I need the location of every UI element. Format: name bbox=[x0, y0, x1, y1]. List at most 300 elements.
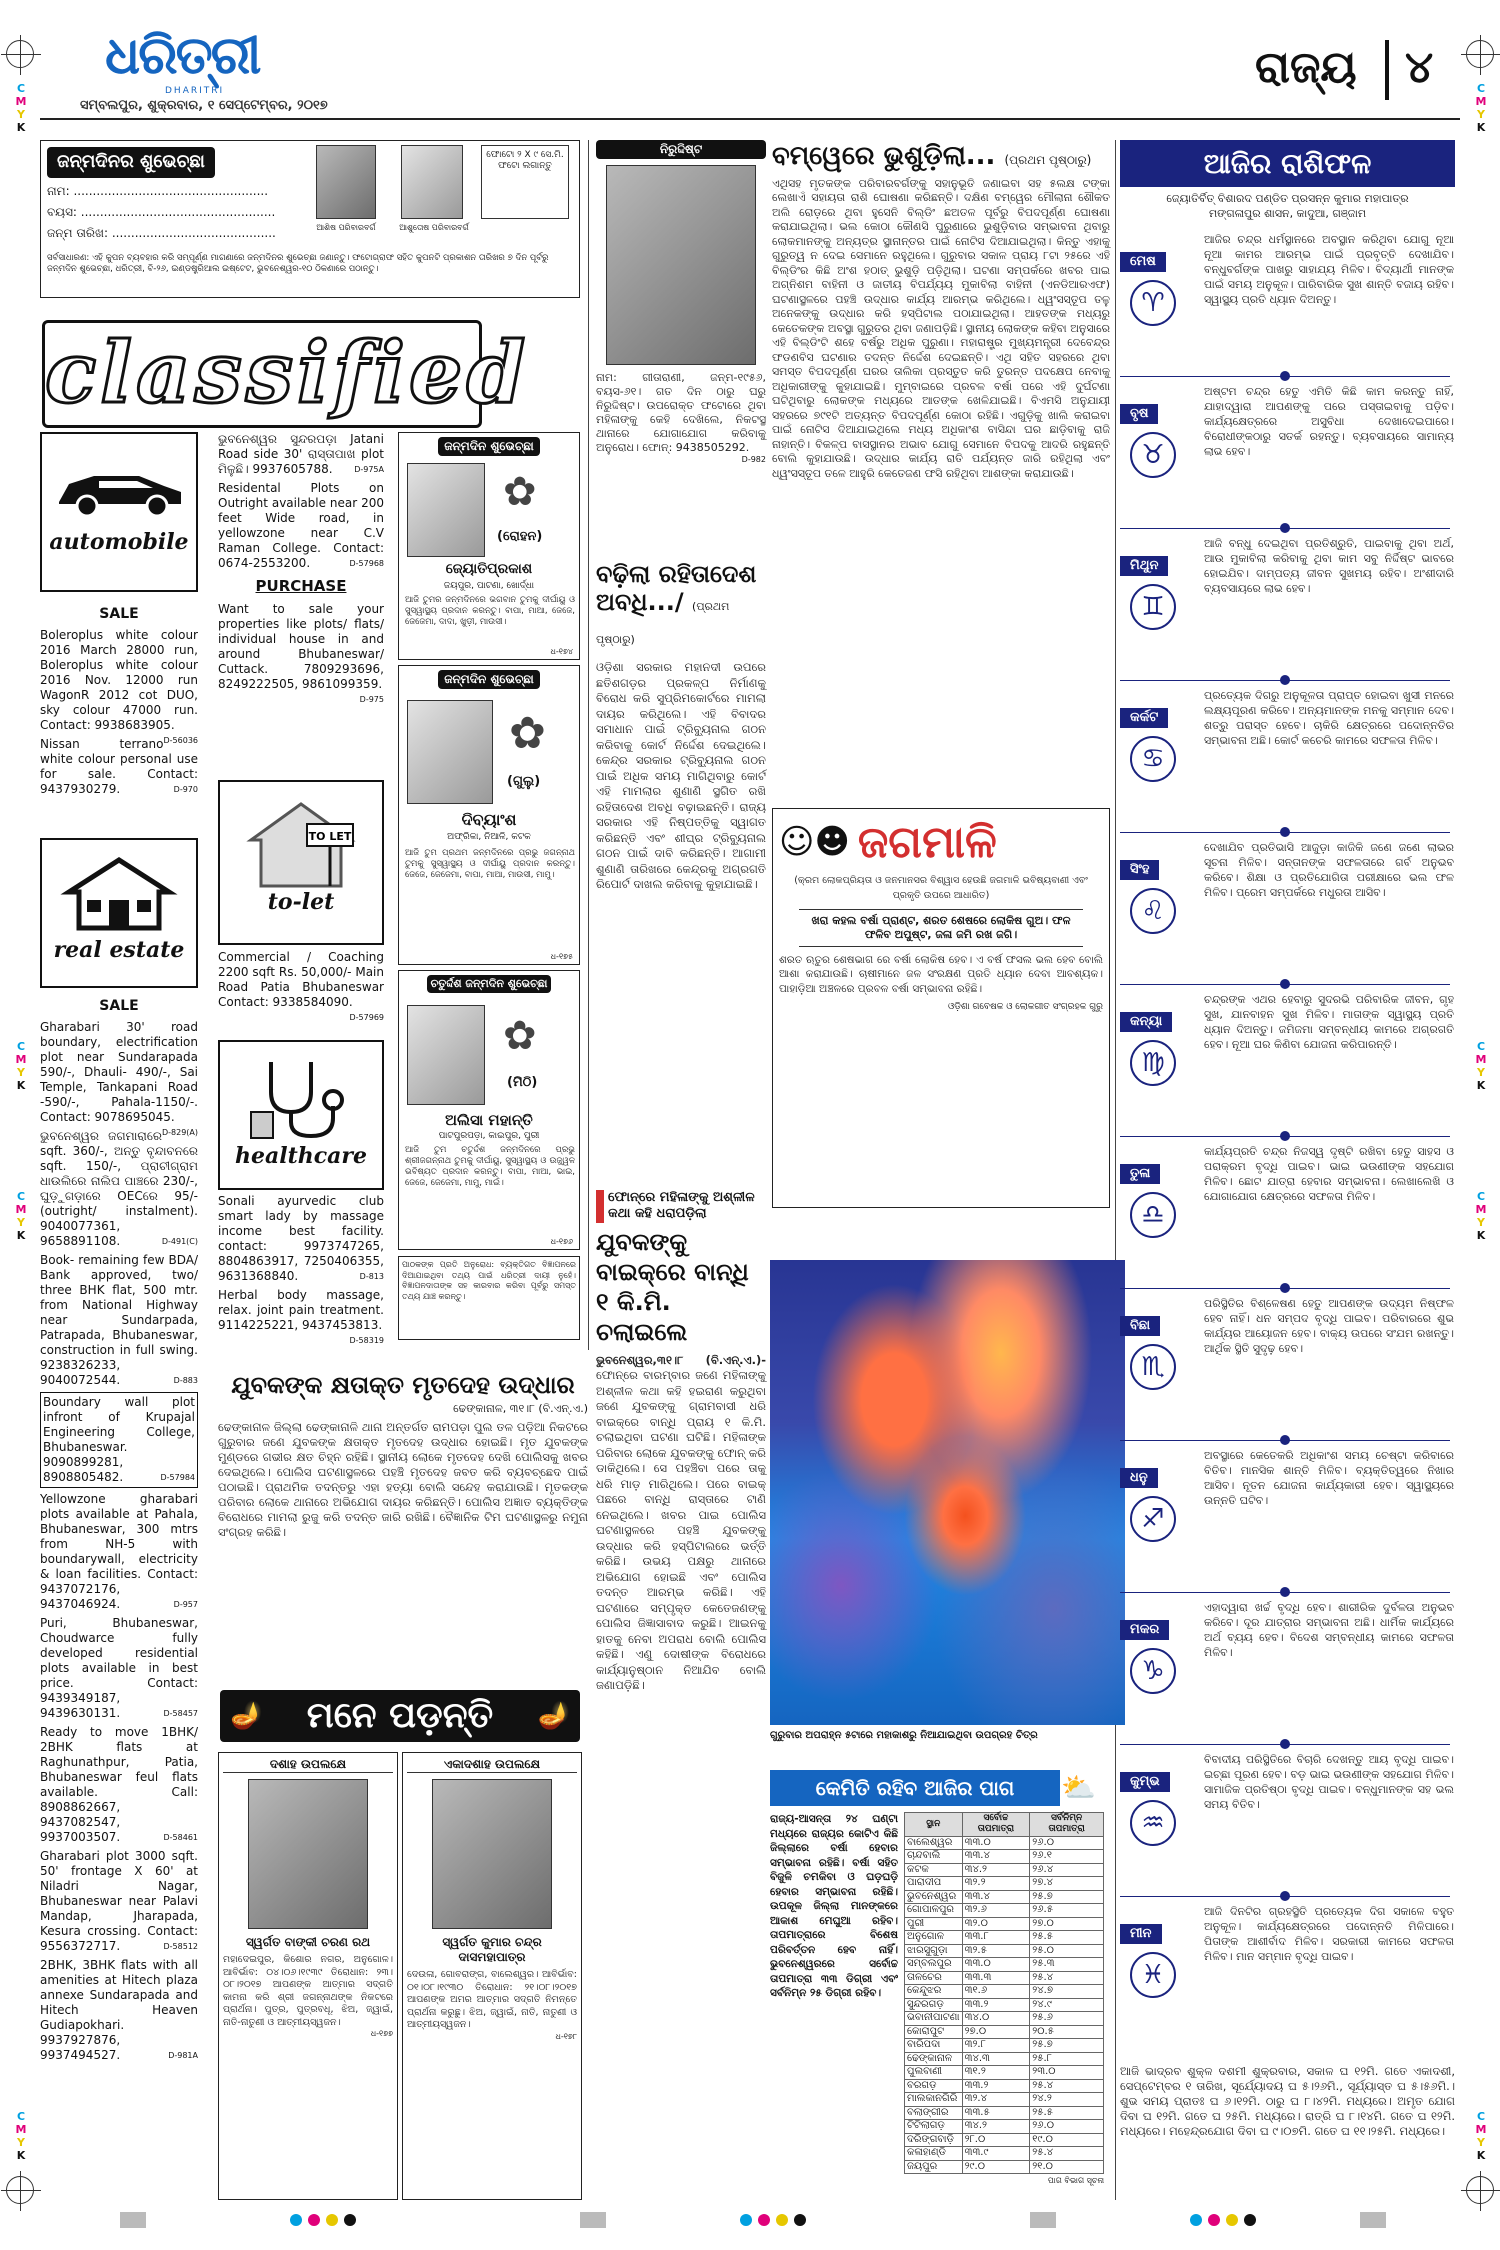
birthday-name: ଜ୍ୟୋତିପ୍ରକାଶ bbox=[445, 561, 533, 577]
weather-cell-min: ୨୪.୯ bbox=[1030, 1998, 1104, 2012]
to-let-sign-text: TO LET bbox=[308, 830, 352, 843]
birthday-ad-title: ଚତୁର୍ଦ୍ଦଶ ଜନ୍ମଦିନ ଶୁଭେଚ୍ଛା bbox=[427, 975, 552, 993]
missing-code: D-982 bbox=[741, 455, 766, 464]
weather-row bbox=[905, 2025, 1104, 2039]
color-bar: C M Y K bbox=[15, 1190, 27, 1242]
classified-banner: classified bbox=[42, 320, 482, 428]
birthday-name: ଅଲିସା ମହାନ୍ତି bbox=[445, 1111, 533, 1129]
birthday-message: ଆଜି ତୁମ ପ୍ରଥମ ଜନ୍ମଦିନରେ ପ୍ରଭୁ ଜଗନ୍ନାଥ ତୁମକୁ ସୁସ୍ୱାସ୍ଥ୍ୟ ଓ ଦୀର୍ଘାୟୁ ପ୍ରଦାନ କରନ୍ତୁ। ଜେଜେ, ଜେଜେମା, ବାପା, ମାଆ, ମାଉସୀ, ମାମୁ। bbox=[405, 848, 575, 880]
rashi-name: ତୁଳା bbox=[1120, 1164, 1160, 1184]
stethoscope-icon bbox=[241, 1052, 361, 1142]
weather-cell-min: ୨୦.୫ bbox=[1030, 2025, 1104, 2039]
flower-icon: ✿ bbox=[503, 1013, 537, 1059]
classified-mid-column bbox=[218, 432, 384, 707]
weather-cell-max: ୩୪.୨ bbox=[962, 1863, 1030, 1877]
zodiac-icon: ♈ bbox=[1130, 280, 1176, 326]
birthday-photo bbox=[407, 700, 493, 804]
weather-cell-place: ଭବାନୀପାଟଣା bbox=[905, 2012, 963, 2026]
zodiac-icon: ♊ bbox=[1130, 584, 1176, 630]
weather-cell-place: ଝାରସୁଗୁଡ଼ା bbox=[905, 1944, 963, 1958]
color-bar: C M Y K bbox=[15, 1040, 27, 1092]
weather-cell-place: ସମ୍ବଲପୁର bbox=[905, 1958, 963, 1972]
classified-ad: Gharabari plot 3000 sqft. 50' frontage X 60' at Niladri Nagar, Bhubaneswar near Palavi Mandap, Jharapada, Kesura crossing. Contact: 9556372717. D-58512 bbox=[40, 1848, 198, 1953]
weather-cell-min: ୨୩.୦ bbox=[1030, 2066, 1104, 2080]
weather-cell-place: ଦରିଙ୍ଗବାଡ଼ି bbox=[905, 2133, 963, 2147]
weather-cell-min: ୨୭.୦ bbox=[1030, 1917, 1104, 1931]
weather-cell-max: ୩୪.୩ bbox=[962, 2052, 1030, 2066]
panjika: ଆଜି ଭାଦ୍ରବ ଶୁକ୍ଳ ଦଶମୀ ଶୁକ୍ରବାର, ସକାଳ ଘ ୧୨ମି. ଗତେ ଏକାଦଶୀ, ସେପ୍ଟେମ୍ବର ୧ ତାରିଖ, ସୂର୍ଯ୍ୟୋଦୟ ଘ ୫।୨୬ମି., ସୂର୍ଯ୍ୟାସ୍ତ ଘ ୫।୫୬ମି.। ଶୁଭ ସମୟ ପ୍ରାତଃ ଘ ୬।୧୨ମି. ଠାରୁ ଘ ୮।୪୨ମି. ମଧ୍ୟରେ। ଅମୃତ ଯୋଗ ଦିବା ଘ ୧୨ମି. ଗତେ ଘ ୨୫ମି. ମଧ୍ୟରେ। ରାତ୍ରି ଘ ୮।୧୪ମି. ଗତେ ଘ ୧୨ମି. ମଧ୍ୟରେ। ମହେନ୍ଦ୍ରଯୋଗ ଦିବା ଘ ୯।୦୭ମି. ଗତେ ଘ ୧୧।୨୫ମି. ମଧ୍ୟରେ। bbox=[1120, 2064, 1455, 2138]
rashi-name: ଧନୁ bbox=[1120, 1468, 1158, 1488]
sale-heading: SALE bbox=[99, 998, 139, 1014]
zodiac-icon: ♑ bbox=[1130, 1648, 1176, 1694]
rashi-name: ବିଛା bbox=[1120, 1316, 1160, 1336]
rashi-text: ଚନ୍ଦ୍ରଙ୍କ ଏଥର ହେବାରୁ ସୁଦରଭି ପରିବାରିକ ଜୀବନ, ଗୃହ ସୁଖ, ଯାନବାହନ ସୁଖ ମିଳିବ। ମାତାଙ୍କ ସ୍ୱାସ୍ଥ୍ୟ ପ୍ରତି ଧ୍ୟାନ ଦିଅନ୍ତୁ। ଜମିଜମା ସମ୍ବନ୍ଧୀୟ କାମରେ ଅଗ୍ରଗତି ହେବ। ନୂଆ ଘର କିଣିବା ଯୋଜନା କରିପାରନ୍ତି। bbox=[1204, 993, 1454, 1051]
birthday-nickname: (ଗୁଲୁ) bbox=[507, 774, 541, 789]
house-icon bbox=[59, 852, 179, 932]
classified-ad: 2BHK, 3BHK flats with all amenities at Hitech plaza annexe Sundarapada and Hitech Heaven Gudiapokhari. 9937927876, 9937494527. D-981A bbox=[40, 1957, 198, 2062]
weather-table-wrap bbox=[904, 1812, 1104, 2186]
sun-cloud-icon: ⛅ bbox=[1061, 1771, 1096, 1804]
weather-cell-max: ୩୨.୬ bbox=[962, 1904, 1030, 1918]
weather-cell-max: ୩୩.୫ bbox=[962, 2106, 1030, 2120]
weather-cell-min: ୨୬.୦ bbox=[1030, 2120, 1104, 2134]
classified-ad: Nissan terrano white colour personal use for sale. Contact: 9437930279. D-970 bbox=[40, 736, 198, 796]
weather-cell-min: ୨୫.୪ bbox=[1030, 2147, 1104, 2161]
classified-ad: ଭୁବନେଶ୍ୱର ଜଗମାରାରେ sqft. 360/-, ଅନ୍ତୁ ବୃନ୍ଦାବନରେ sqft. 150/-, ପ୍ରାଚୀଗ୍ରାମ ଧାଉଲିରେ ନାଲିପ ପାଞ୍ଚରେ 230/-, ଘୁଡ଼ୁଗଡ଼ାରେ OECରେ 95/- (outright/ instalment). 9040077361, 9658891108. D-491(C) bbox=[40, 1128, 198, 1248]
weather-cell-min: ୧୯.୦ bbox=[1030, 2133, 1104, 2147]
classified-ad-boxed: Boundary wall plot infront of Krupajal Engineering College, Bhubaneswar. 9090899281, 8908805482. D-57984 bbox=[40, 1392, 198, 1488]
weather-cell-max: ୩୩.୦ bbox=[962, 1836, 1030, 1850]
registration-mark bbox=[1466, 40, 1494, 68]
rashi-divider-dot bbox=[1280, 1283, 1290, 1293]
car-icon bbox=[49, 454, 189, 524]
rashi-name: ମକର bbox=[1120, 1620, 1169, 1640]
weather-cell-max: ୨୭.୦ bbox=[962, 2025, 1030, 2039]
weather-cell-min: ୨୫.୭ bbox=[1030, 1890, 1104, 1904]
weather-cell-max: ୩୨.୨ bbox=[962, 1877, 1030, 1891]
memorial-code: ଧ-୧୭୮ bbox=[555, 2031, 577, 2041]
weather-row bbox=[905, 2079, 1104, 2093]
weather-row bbox=[905, 1890, 1104, 1904]
rashi-name: କର୍କଟ bbox=[1120, 708, 1168, 728]
category-to-let bbox=[218, 780, 384, 945]
birthday-message: ଆଜି ତୁମ ଚତୁର୍ଦ୍ଦଶ ଜନ୍ମଦିନରେ ପ୍ରଭୁ ଶ୍ରୀଜଗନ୍ନାଥ ତୁମକୁ ଦୀର୍ଘାୟୁ, ସୁସ୍ୱାସ୍ଥ୍ୟ ଓ ଉଜ୍ଜ୍ୱଳ ଭବିଷ୍ୟତ ପ୍ରଦାନ କରନ୍ତୁ। ବାପା, ମାଆ, ଭାଇ, ଜେଜେ, ଜେଜେମା, ମାମୁ, ମାଇଁ। bbox=[405, 1145, 575, 1188]
weather-cell-place: ପୁଲବାଣୀ bbox=[905, 2066, 963, 2080]
weather-row bbox=[905, 1904, 1104, 1918]
jagamali-verse: ଖରା କହଲ ବର୍ଷା ପ୍ରାଣ୍ଟ, ଶରତ ଶେଷରେ ଲୋକିଷ ଗୁଅ। ଫଳ ଫଳିବ ଅପୁଷ୍ଟ, ଜଳା ଜମି ରଖ ଜଗି। bbox=[799, 909, 1083, 947]
zodiac-icon: ♒ bbox=[1130, 1800, 1176, 1846]
memorial-code: ଧ-୧୭୭ bbox=[370, 2029, 393, 2038]
rashi-divider-dot bbox=[1280, 675, 1290, 685]
automobile-column bbox=[40, 598, 198, 797]
weather-cell-max: ୩୧.୬ bbox=[962, 1985, 1030, 1999]
category-label-automobile: automobile bbox=[49, 528, 189, 555]
weather-cell-max: ୩୨.୪ bbox=[962, 2093, 1030, 2107]
birthday-ad bbox=[398, 970, 580, 1250]
weather-title: କେମିତି ରହିବ ଆଜିର ପାଗ ⛅ bbox=[770, 1770, 1060, 1806]
lamp-icon: 🪔 bbox=[537, 1701, 570, 1731]
category-real-estate bbox=[40, 838, 198, 988]
category-label-real-estate: real estate bbox=[53, 936, 185, 963]
weather-cell-max: ୨୯.୦ bbox=[962, 2160, 1030, 2174]
birthday-place: ଜୟପୁର, ପାଟଣା, ଖୋର୍ଦ୍ଧା bbox=[443, 581, 535, 591]
classified-ad: Residental Plots on Outright available near 200 feet Wide road, in yellowzone near C.V Raman College. Contact: 0674-2553200. D-57968 bbox=[218, 481, 384, 570]
weather-row bbox=[905, 1958, 1104, 1972]
weather-cell-place: ମାଲକାନଗିରି bbox=[905, 2093, 963, 2107]
category-label-healthcare: healthcare bbox=[235, 1142, 367, 1169]
weather-row bbox=[905, 2160, 1104, 2174]
weather-cell-place: ଜୟପୁର bbox=[905, 2160, 963, 2174]
classified-ad: Boleroplus white colour 2016 March 28000 run, Boleroplus white colour 2016 Nov. 12000 run WagonR 2012 cot DUO, sky colour 47000 run. Contact: 9938683905. D-56036 bbox=[40, 627, 198, 745]
rashi-text: ପରିସ୍ଥିତିର ବିଶ୍ଳେଷଣ ହେତୁ ଆପଣଙ୍କ ଉଦ୍ୟମ ନିଷ୍ଫଳ ହେବ ନାହିଁ। ଧନ ସମ୍ପଦ ବୃଦ୍ଧି ପାଇବ। ପରିବାରରେ ଶୁଭ କାର୍ଯ୍ୟର ଆୟୋଜନ ହେବ। ବାକ୍ୟ ଉପରେ ସଂଯମ ରଖନ୍ତୁ। ଆର୍ଥିକ ସ୍ଥିତି ସୁଦୃଢ଼ ହେବ। bbox=[1204, 1297, 1454, 1355]
weather-cell-max: ୩୩.୪ bbox=[962, 1850, 1030, 1864]
weather-row bbox=[905, 1836, 1104, 1850]
memorial-body: ଦେଉଳା, ଗୋବରାଙ୍ଗ, ବାଲେଶ୍ୱର। ଆବିର୍ଭାବ: ୦୧।୦୮।୧୯୩୦ ତିରୋଧାନ: ୨୧।୦୮।୨୦୧୭ ଆପଣଙ୍କ ଅମର ଆତ୍ମାର ସଦ୍‌ଗତି ନିମନ୍ତେ ପ୍ରାର୍ଥନା କରୁଛୁ। ଝିଅ, ଜ୍ୱାଇଁ, ନାତି, ନାତୁଣୀ ଓ ଆତ୍ମୀୟସ୍ୱଜନ। bbox=[407, 1969, 577, 2030]
classified-ad: Puri, Bhubaneswar, Choudwarce fully developed residential plots available in best price. Contact: 9439349187, 9439630131. D-58457 bbox=[40, 1615, 198, 1720]
weather-cell-min: ୨୬.୪ bbox=[1030, 1863, 1104, 1877]
weather-cell-place: ଟିଟିଲାଗଡ଼ bbox=[905, 2120, 963, 2134]
birthday-ad-title: ଜନ୍ମଦିନ ଶୁଭେଚ୍ଛା bbox=[438, 670, 540, 689]
birthday-place: ଅଫ୍ରିକା, ନିଆଳି, କଟକ bbox=[447, 832, 531, 842]
footer-color-dots bbox=[1190, 2214, 1256, 2226]
zodiac-icon: ♋ bbox=[1130, 736, 1176, 782]
main-headline: ବମ୍ୱେରେ ଭୁଶୁଡ଼ିଲା... bbox=[772, 141, 996, 171]
story-body-recovered bbox=[218, 1370, 588, 1540]
zodiac-icon: ♉ bbox=[1130, 432, 1176, 478]
weather-row bbox=[905, 2120, 1104, 2134]
weather-cell-place: ବଲାଙ୍ଗୀର bbox=[905, 2106, 963, 2120]
weather-row bbox=[905, 1944, 1104, 1958]
classified-ad: Sonali ayurvedic club smart lady by massage income best facility. contact: 9973747265, 8804863917, 7250406355, 9631368840. D-813 bbox=[218, 1194, 384, 1283]
rashi-text: ଅବସ୍ଥାରେ କେତେକରି ଅଧିକାଂଶ ସମୟ ଚେଷ୍ଟା କରିବାରେ ବିତିବ। ମାନସିକ ଶାନ୍ତି ମିଳିବ। ବ୍ୟକ୍ତିତ୍ୱରେ ନିଖାର ଆସିବ। ନୂତନ ଯୋଜନା କାର୍ଯ୍ୟକାରୀ ହେବ। ସ୍ୱାସ୍ଥ୍ୟରେ ଉନ୍ନତି ଘଟିବ। bbox=[1204, 1449, 1454, 1507]
coupon-field-dob[interactable]: ଜନ୍ମ ତାରିଖ: ........................................... bbox=[47, 225, 276, 240]
reader-notice: ପାଠକଙ୍କ ପ୍ରତି ଅନୁରୋଧ: ବ୍ୟକ୍ତିଗତ ବିଜ୍ଞାପନରେ ଦିଆଯାଇଥିବା ତଥ୍ୟ ପାଇଁ ଧରିତ୍ରୀ ଦାୟୀ ନୁହେଁ। ବିଜ୍ଞାପନଦାତାଙ୍କ ସହ କାରବାର କରିବା ପୂର୍ବରୁ ସମସ୍ତ ତଥ୍ୟ ଯାଞ୍ଚ କରନ୍ତୁ। bbox=[398, 1256, 580, 1340]
weather-cell-min: ୨୬.୫ bbox=[1030, 1904, 1104, 1918]
memorial-photo bbox=[432, 1779, 552, 1929]
weather-cell-place: ଗୋପାଳପୁର bbox=[905, 1904, 963, 1918]
column-rule bbox=[1115, 140, 1116, 2200]
weather-col-place: ସ୍ଥାନ bbox=[905, 1813, 963, 1837]
weather-cell-min: ୨୫.୦ bbox=[1030, 1944, 1104, 1958]
weather-cell-place: କେନ୍ଦୁଝର bbox=[905, 1985, 963, 1999]
weather-row bbox=[905, 2093, 1104, 2107]
logo-subtext: DHARITRI bbox=[165, 86, 225, 96]
weather-cell-place: ବାଲେଶ୍ୱର bbox=[905, 1836, 963, 1850]
memorial-name: ସ୍ୱର୍ଗତ ବାଙ୍କୀ ଚରଣ ରଥ bbox=[245, 1935, 371, 1949]
weather-cell-place: ପାରାଦୀପ bbox=[905, 1877, 963, 1891]
weather-cell-place: କଳାହାଣ୍ଡି bbox=[905, 2147, 963, 2161]
weather-cell-max: ୩୧.୨ bbox=[962, 2066, 1030, 2080]
coupon-note: ସର୍ବସାଧାରଣ: ଏହି କୁପନ ବ୍ୟବହାର କରି ସମ୍ପୂର୍ଣ୍ଣ ମାଗଣାରେ ଜନ୍ମଦିନର ଶୁଭେଚ୍ଛା ଜଣାନ୍ତୁ। ଫଟୋଗ୍ରାଫ ସହିତ କୁପନଟି ପ୍ରକାଶନ ତାରିଖର ୭ ଦିନ ପୂର୍ବରୁ ଜନ୍ମଦିନ ଶୁଭେଚ୍ଛା, ଧରିତ୍ରୀ, ବି-୨୬, ଇଣ୍ଡଷ୍ଟ୍ରିଆଲ ଇଷ୍ଟେଟ, ଭୁବନେଶ୍ୱର-୧୦ ଠିକଣାରେ ପଠାନ୍ତୁ। bbox=[47, 253, 549, 274]
color-bar: C M Y K bbox=[15, 2110, 27, 2162]
birthday-code: ଧ-୧୭୫ bbox=[550, 952, 573, 961]
rashi-divider-dot bbox=[1280, 371, 1290, 381]
story4-body: ଢେଙ୍କାନାଳ ଜିଲ୍ଲା ଢେଙ୍କାନାଳି ଥାନା ଅନ୍ତର୍ଗତ ରାମପଡ଼ା ପୁଲ ତଳ ପଡ଼ିଆ ନିକଟରେ ଗୁରୁବାର ଜଣେ ଯୁବକଙ୍କ କ୍ଷତାକ୍ତ ମୃତଦେହ ଉଦ୍ଧାର ହୋଇଛି। ମୃତ ଯୁବକଙ୍କ ମୁଣ୍ଡରେ ଗଭୀର କ୍ଷତ ଚିହ୍ନ ରହିଛି। ସ୍ଥାନୀୟ ଲୋକେ ମୃତଦେହ ଦେଖି ପୋଲିସକୁ ଖବର ଦେଇଥିଲେ। ପୋଲିସ ଘଟଣାସ୍ଥଳରେ ପହଞ୍ଚି ମୃତଦେହ ଜବତ କରି ବ୍ୟବଚ୍ଛେଦ ପାଇଁ ପଠାଇଛି। ପ୍ରାଥମିକ ତଦନ୍ତରୁ ଏହା ହତ୍ୟା ବୋଲି ସନ୍ଦେହ କରାଯାଉଛି। ମୃତକଙ୍କ ପରିବାର ଲୋକେ ଥାନାରେ ଅଭିଯୋଗ ଦାୟର କରିଛନ୍ତି। ପୋଲିସ ଅଜ୍ଞାତ ବ୍ୟକ୍ତିଙ୍କ ବିରୋଧରେ ମାମଲା ରୁଜୁ କରି ତଦନ୍ତ ଜାରି ରଖିଛି। ବୈଜ୍ଞାନିକ ଟିମ ଘଟଣାସ୍ଥଳରୁ ନମୁନା ସଂଗ୍ରହ କରିଛି। bbox=[218, 1419, 588, 1539]
weather-row bbox=[905, 2039, 1104, 2053]
rashi-divider-dot bbox=[1280, 523, 1290, 533]
weather-row bbox=[905, 2106, 1104, 2120]
weather-cell-min: ୨୫.୫ bbox=[1030, 2106, 1104, 2120]
birthday-nickname: (ରୋହନ) bbox=[497, 529, 543, 544]
memorial-photo bbox=[248, 1779, 368, 1929]
zodiac-icon: ♌ bbox=[1130, 888, 1176, 934]
rashi-divider-dot bbox=[1280, 1435, 1290, 1445]
weather-cell-place: ଅନୁଗୋଳ bbox=[905, 1931, 963, 1945]
story3-kicker: ଫୋନ୍‌ରେ ମହିଳାଙ୍କୁ ଅଶ୍ଳୀଳ କଥା କହି ଧରାପଡ଼ିଲା bbox=[596, 1190, 766, 1223]
memorial-name: ସ୍ୱର୍ଗତ କୁମାର ଚନ୍ଦ୍ର ଦାସମହାପାତ୍ର bbox=[442, 1935, 542, 1964]
weather-cell-min: ୨୫.୪ bbox=[1030, 2079, 1104, 2093]
rashi-name: ସିଂହ bbox=[1120, 860, 1159, 880]
classified-ad: Want to sale your properties like plots/ flats/ individual house in and around Bhubaneswar/ Cuttack. 7809293696, 8249222505, 9861099359. D-975 bbox=[218, 601, 384, 704]
main-story bbox=[772, 140, 1110, 481]
weather-cell-min: ୨୭.୪ bbox=[1030, 1877, 1104, 1891]
classified-ad: ଭୁବନେଶ୍ୱର ସୁନ୍ଦରପଡ଼ା Jatani Road side 30' ରାସ୍ତାପାଖ plot ମିଳୁଛି। 9937605788. D-975A bbox=[218, 432, 384, 476]
weather-cell-place: ଢେଙ୍କାନାଳ bbox=[905, 2052, 963, 2066]
logo-text: ଧରିତ୍ରୀ bbox=[105, 25, 260, 86]
category-automobile bbox=[40, 432, 198, 592]
weather-cell-max: ୩୪.୦ bbox=[962, 2012, 1030, 2026]
rashi-name: ମୀନ bbox=[1120, 1924, 1162, 1944]
coupon-field-name[interactable]: ନାମ: ................................................... bbox=[47, 183, 269, 198]
weather-cell-place: ବରଗଡ଼ bbox=[905, 2079, 963, 2093]
rashifal-author-place: ମଙ୍ଗଳାପୁର ଶାସନ, କାଦୁଆ, ଗଞ୍ଜାମ bbox=[1208, 207, 1367, 220]
weather-cell-max: ୩୨.୦ bbox=[962, 1917, 1030, 1931]
birthday-ad-title: ଜନ୍ମଦିନ ଶୁଭେଚ୍ଛା bbox=[438, 437, 540, 456]
jagamali-header bbox=[779, 815, 1103, 870]
rashi-divider-dot bbox=[1280, 979, 1290, 989]
jagamali-subtitle: (କ୍ରମ ଲୋକପ୍ରିୟତା ଓ ଜନମାନସର ବିଶ୍ୱାସ ହେଉଛି ଜଗମାଳି ଭବିଷ୍ୟବାଣୀ ଏବଂ ପ୍ରକୃତି ଉପରେ ଆଧାରିତ) bbox=[794, 875, 1088, 901]
weather-row bbox=[905, 1985, 1104, 1999]
color-bar: C M Y K bbox=[15, 82, 27, 134]
birthday-ad bbox=[398, 665, 580, 965]
weather-row bbox=[905, 1998, 1104, 2012]
registration-mark bbox=[1466, 2176, 1494, 2204]
coupon-field-age[interactable]: ବୟସ: ................................................... bbox=[47, 204, 276, 219]
weather-row bbox=[905, 1971, 1104, 1985]
rashi-text: ପ୍ରତ୍ୟେକ ଦିଗରୁ ଅନୁକୂଳତା ପ୍ରାପ୍ତ ହୋଇବା ଖୁସୀ ମନରେ ଲକ୍ଷ୍ୟପୂରଣ କରିବେ। ଅନ୍ୟମାନଙ୍କ ମନକୁ ସମ୍ମାନ ଦେବ। ଶତ୍ରୁ ପରାସ୍ତ ହେବେ। ଚାକିରି କ୍ଷେତ୍ରରେ ପଦୋନ୍ନତିର ସମ୍ଭାବନା ଅଛି। କୋର୍ଟ କଚେରି କାମରେ ସଫଳତା ମିଳିବ। bbox=[1204, 689, 1454, 747]
footer-gray-swatch bbox=[1360, 2212, 1386, 2228]
weather-cell-min: ୨୫.୩ bbox=[1030, 1958, 1104, 1972]
rashi-text: ଆଜିର ଚନ୍ଦ୍ର ଧର୍ମସ୍ଥାନରେ ଅବସ୍ଥାନ କରିଥିବା ଯୋଗୁ ନୂଆ ନୂଆ କାମର ଆରମ୍ଭ ପାଇଁ ପ୍ରବୃତ୍ତି ଦେଖାଯିବ। ବନ୍ଧୁବର୍ଗଙ୍କ ପାଖରୁ ସାହାଯ୍ୟ ମିଳିବ। ବିଦ୍ୟାର୍ଥୀ ମାନଙ୍କ ପାଇଁ ସମୟ ଅନୁକୂଳ। ପାରିବାରିକ ସୁଖ ଶାନ୍ତି ବଜାୟ ରହିବ। ସ୍ୱାସ୍ଥ୍ୟ ପ୍ରତି ଧ୍ୟାନ ଦିଅନ୍ତୁ। bbox=[1204, 233, 1454, 306]
birthday-ad bbox=[398, 432, 580, 660]
weather-cell-place: ସୁନ୍ଦରଗଡ଼ bbox=[905, 1998, 963, 2012]
healthcare-column bbox=[218, 1194, 384, 1348]
rashi-text: ଆଜି ବନ୍ଧୁ ଦେଇଥିବା ପ୍ରତିଶ୍ରୁତି, ପାଇବାକୁ ଥିବା ଅର୍ଥ, ଆଉ ମୁକାବିଲା କରିବାକୁ ଥିବା କାମ ସବୁ ନିର୍ଦ୍ଦିଷ୍ଟ ଭାବରେ ହୋଇଯିବ। ଦାମ୍ପତ୍ୟ ଜୀବନ ସୁଖମୟ ରହିବ। ଅଂଶୀଦାରି ବ୍ୟବସାୟରେ ଲାଭ ହେବ। bbox=[1204, 537, 1454, 595]
rashi-text: କାର୍ଯ୍ୟପ୍ରତି ଚନ୍ଦ୍ର ନିଜସ୍ୱ ଦୃଷ୍ଟି ରଖିବା ହେତୁ ସାହସ ଓ ପରାକ୍ରମ ବୃଦ୍ଧି ପାଇବ। ଭାଇ ଭଉଣୀଙ୍କ ସହଯୋଗ ମିଳିବ। ଛୋଟ ଯାତ୍ରା ହେବାର ସମ୍ଭାବନା। ଲେଖାଲେଖି ଓ ଯୋଗାଯୋଗ କ୍ଷେତ୍ରରେ ସଫଳତା ମିଳିବ। bbox=[1204, 1145, 1454, 1203]
weather-cell-min: ୨୫.୫ bbox=[1030, 1931, 1104, 1945]
registration-mark bbox=[6, 2176, 34, 2204]
color-bar: C M Y K bbox=[1475, 1190, 1487, 1242]
weather-cell-min: ୨୫.୮ bbox=[1030, 2052, 1104, 2066]
classified-ad: Book- remaining few BDA/ Bank approved, two/ three BHK flat, 500 mtr. from National Highway near Sundarpada, Patrapada, Bhubaneswar, construction in full swing. 9238326233, 9040072544. D-883 bbox=[40, 1252, 198, 1387]
weather-cell-max: ୩୩.୯ bbox=[962, 2147, 1030, 2161]
weather-cell-max: ୩୩.୨ bbox=[962, 2079, 1030, 2093]
birthday-photo bbox=[407, 1005, 485, 1105]
weather-row bbox=[905, 1931, 1104, 1945]
color-bar: C M Y K bbox=[1475, 82, 1487, 134]
zodiac-icon: ♎ bbox=[1130, 1192, 1176, 1238]
weather-cell-min: ୨୬.୦ bbox=[1030, 1836, 1104, 1850]
rashi-name: ମିଥୁନ bbox=[1120, 556, 1168, 576]
real-estate-column bbox=[40, 990, 198, 2063]
rashifal-author: ଜ୍ୟୋତିର୍ବିତ୍ ବିଶାରଦ ପଣ୍ଡିତ ପ୍ରସନ୍ନ କୁମାର ମହାପାତ୍ର bbox=[1166, 192, 1409, 205]
rashi-name: ମେଷ bbox=[1120, 252, 1166, 272]
main-story-body: ଏଥିସହ ମୃତକଙ୍କ ପରିବାରବର୍ଗଙ୍କୁ ସହାନୁଭୂତି ଜଣାଇବା ସହ ୫ଲକ୍ଷ ଟଙ୍କା ଲେଖାଏଁ ସହାୟତା ରାଶି ଘୋଷଣା କରିଛନ୍ତି। ଦକ୍ଷିଣ ବମ୍ୱେର ମୌଲାନା ଶୌକତ ଅଲି ରୋଡ଼ରେ ଥିବା ହୁସେନି ବିଲ୍ଡିଂ ଛଅତଳ ପୂର୍ବରୁ ବିପଦପୂର୍ଣ୍ଣ ଘୋଷଣା କରାଯାଇଥିଲା। ଭଲ କୋଠା କୌଣସି ପୁରୁଣାରେ ଭୁଶୁଡ଼ିବାର ସମ୍ଭାବନା ଥିବାରୁ ଲୋକମାନଙ୍କୁ ଅନ୍ୟତ୍ର ସ୍ଥାନାନ୍ତର ପାଇଁ ନୋଟିସ ଦିଆଯାଇଥିଲା। କିନ୍ତୁ ଏହାକୁ ଗୁରୁତ୍ୱ ନ ଦେଇ ସେମାନେ ରହୁଥିଲେ। ଗୁରୁବାର ସକାଳ ପ୍ରାୟ ୮ଟା ୨୫ରେ ଏହି ବିଲ୍ଡିଂର କିଛି ଅଂଶ ହଠାତ୍ ଭୁଶୁଡ଼ି ପଡ଼ିଥିଲା। ଘଟଣା ସମ୍ପର୍କରେ ଖବର ପାଇ ଅଗ୍ନିଶମ ବାହିନୀ ଓ ଜାତୀୟ ବିପର୍ଯ୍ୟୟ ମୁକାବିଲା ବାହିନୀ (ଏନଡିଆରଏଫ) ଘଟଣାସ୍ଥଳରେ ପହଞ୍ଚି ଉଦ୍ଧାର କାର୍ଯ୍ୟ ଆରମ୍ଭ କରିଥିଲେ। ଧ୍ୱଂସସ୍ତୂପ ତଳୁ ଅନେକଙ୍କୁ ଉଦ୍ଧାର କରି ହସ୍ପିଟାଲ ପଠାଯାଇଥିଲା। ଆହତଙ୍କ ମଧ୍ୟରୁ କେତେକଙ୍କ ଅବସ୍ଥା ଗୁରୁତର ଥିବା ଜଣାପଡ଼ିଛି। ସ୍ଥାନୀୟ ଲୋକଙ୍କ କହିବା ଅନୁସାରେ ଏହି ବିଲ୍ଡିଂଟି ଶହେ ବର୍ଷରୁ ଅଧିକ ପୁରୁଣା। ମହାରାଷ୍ଟ୍ର ମୁଖ୍ୟମନ୍ତ୍ରୀ ଦେବେନ୍ଦ୍ର ଫଡଣବିସ ଘଟଣାର ତଦନ୍ତ ନିର୍ଦ୍ଦେଶ ଦେଇଛନ୍ତି। ଏଥି ସହିତ ସହରରେ ଥିବା ସମସ୍ତ ବିପଦପୂର୍ଣ୍ଣ ଘରର ତାଲିକା ପ୍ରସ୍ତୁତ କରି ତୁରନ୍ତ ପଦକ୍ଷେପ ନେବାକୁ ଅଧିକାରୀଙ୍କୁ କୁହାଯାଇଛି। ମୁମ୍ବାଇରେ ପ୍ରବଳ ବର୍ଷା ପରେ ଏହି ଦୁର୍ଘଟଣା ଘଟିଥିବାରୁ ଲୋକଙ୍କ ମଧ୍ୟରେ ଆତଙ୍କ ଖେଳିଯାଇଛି। ବିଏମସି ଅନୁଯାୟୀ ସହରରେ ୭୯୧ଟି ଅତ୍ୟନ୍ତ ବିପଦପୂର୍ଣ୍ଣ କୋଠା ରହିଛି। ଏଗୁଡ଼ିକୁ ଖାଲି କରାଇବା ପାଇଁ ନୋଟିସ ଦିଆଯାଇଥିଲେ ମଧ୍ୟ ଅଧିକାଂଶ ବାସିନ୍ଦା ଘର ଛାଡ଼ିବାକୁ ରାଜି ନାହାନ୍ତି। ବିକଳ୍ପ ବାସସ୍ଥାନର ଅଭାବ ଯୋଗୁ ସେମାନେ ବିପଦକୁ ଆଦରି ରହୁଛନ୍ତି ବୋଲି କୁହାଯାଉଛି। ଉଦ୍ଧାର କାର୍ଯ୍ୟ ରାତି ପର୍ଯ୍ୟନ୍ତ ଜାରି ରହିଥିଲା ଏବଂ ଧ୍ୱଂସସ୍ତୂପ ତଳେ ଆହୁରି କେତେଜଣ ଫସି ରହିଥିବା ଆଶଙ୍କା କରାଯାଉଛି। bbox=[772, 176, 1110, 480]
dateline: ସମ୍ବଲପୁର, ଶୁକ୍ରବାର, ୧ ସେପ୍ଟେମ୍ବର, ୨୦୧୭ bbox=[80, 98, 328, 113]
weather-cell-max: ୩୪.୨ bbox=[962, 2120, 1030, 2134]
birthday-code: ଧ-୧୭୬ bbox=[550, 1237, 573, 1246]
rashi-divider-dot bbox=[1280, 1587, 1290, 1597]
sale-heading: SALE bbox=[99, 606, 139, 622]
column-rule bbox=[588, 140, 589, 1350]
footer-color-dots bbox=[290, 2214, 356, 2226]
weather-cell-min: ୨୬.୧ bbox=[1030, 1850, 1104, 1864]
jagamali-body: ଶରତ ଋତୁର ଶେଷଭାଗ ରେ ବର୍ଷା ଲୋକିଷ ହେବ। ଏ ବର୍ଷ ଫସଲ ଭଲ ହେବ ବୋଲି ଆଶା କରାଯାଉଛି। ଚାଷୀମାନେ ଜଳ ସଂରକ୍ଷଣ ପ୍ରତି ଧ୍ୟାନ ଦେବା ଆବଶ୍ୟକ। ପାହାଡ଼ିଆ ଅଞ୍ଚଳରେ ପ୍ରବଳ ବର୍ଷା ସମ୍ଭାବନା ରହିଛି। bbox=[779, 953, 1103, 995]
story3-headline: ଯୁବକଙ୍କୁ ବାଇକ୍‌ରେ ବାନ୍ଧି ୧ କି.ମି. ଚଲାଇଲେ bbox=[596, 1227, 749, 1346]
memorial-ad bbox=[402, 1752, 582, 2200]
masthead-logo bbox=[105, 25, 265, 96]
weather-cell-place: କଟକ bbox=[905, 1863, 963, 1877]
weather-cell-place: ଚାନ୍ଦବାଲି bbox=[905, 1850, 963, 1864]
footer-gray-swatch bbox=[580, 2212, 606, 2228]
rashifal-title: ଆଜିର ରାଶିଫଳ bbox=[1120, 140, 1455, 187]
zodiac-icon: ♐ bbox=[1130, 1496, 1176, 1542]
story2-headline: ବଢ଼ିଲା ରହିତାଦେଶ ଅବଧି.../ bbox=[596, 560, 757, 616]
weather-row bbox=[905, 1863, 1104, 1877]
rashi-divider-dot bbox=[1280, 1891, 1290, 1901]
weather-row bbox=[905, 1877, 1104, 1891]
footer-gray-swatch bbox=[1030, 2212, 1056, 2228]
missing-person-photo bbox=[606, 165, 756, 365]
zodiac-icon: ♍ bbox=[1130, 1040, 1176, 1086]
weather-cell-min: ୨୫.୬ bbox=[1030, 2012, 1104, 2026]
cartoon-faces-icon: ☺☻ bbox=[779, 822, 850, 863]
rashi-divider-dot bbox=[1280, 1739, 1290, 1749]
story-bike bbox=[596, 1190, 766, 1694]
weather-cell-max: ୩୨.୮ bbox=[962, 2039, 1030, 2053]
birthday-photo bbox=[407, 463, 485, 557]
weather-cell-min: ୨୫.୪ bbox=[1030, 1971, 1104, 1985]
masthead-rule bbox=[40, 118, 1460, 120]
rashi-name: ବୃଷ bbox=[1120, 404, 1158, 424]
birthday-coupon bbox=[40, 140, 580, 298]
weather-row bbox=[905, 2133, 1104, 2147]
weather-cell-max: ୨୮.୦ bbox=[962, 2133, 1030, 2147]
satellite-caption: ଗୁରୁବାର ଅପରାହ୍ନ ୫ଟାରେ ମହାକାଶରୁ ନିଆଯାଇଥିବା ଉପଗ୍ରହ ଚିତ୍ର bbox=[770, 1730, 1038, 1741]
weather-cell-place: ତାଳଚେର bbox=[905, 1971, 963, 1985]
weather-row bbox=[905, 1917, 1104, 1931]
story4-dateline: ଢେଙ୍କାନାଳ, ୩୧।୮ (ବି.ଏନ୍.ଏ.) bbox=[453, 1402, 588, 1415]
zodiac-icon: ♓ bbox=[1130, 1952, 1176, 1998]
weather-cell-min: ୨୪.୭ bbox=[1030, 1985, 1104, 1999]
weather-cell-max: ୩୩.୨ bbox=[962, 1998, 1030, 2012]
weather-cell-min: ୨୪.୨ bbox=[1030, 2093, 1104, 2107]
weather-cell-max: ୩୩.୦ bbox=[962, 1958, 1030, 1972]
story3-dateline: ଭୁବନେଶ୍ୱର,୩୧।୮ (ବି.ଏନ୍.ଏ.)- bbox=[596, 1352, 766, 1367]
weather-col-min: ସର୍ବନିମ୍ନ ତାପମାତ୍ରା bbox=[1030, 1813, 1104, 1837]
weather-cell-place: ବାରିପଦା bbox=[905, 2039, 963, 2053]
continued-tag: (ପ୍ରଥମ ପୃଷ୍ଠାରୁ) bbox=[1004, 153, 1092, 167]
birthday-name: ଦିବ୍ୟାଂଶ bbox=[461, 810, 517, 829]
weather-cell-max: ୩୨.୫ bbox=[962, 1944, 1030, 1958]
weather-row bbox=[905, 2066, 1104, 2080]
birthday-place: ପାଟପୁରପଡ଼ା, କାଇପୁର, ପୁରୀ bbox=[438, 1131, 540, 1141]
weather-cell-max: ୩୩.୮ bbox=[962, 1931, 1030, 1945]
missing-notice bbox=[596, 140, 766, 465]
weather-source: ପାଗ ବିଭାଗ ସୂଚନା bbox=[1047, 2176, 1104, 2185]
category-healthcare bbox=[218, 1040, 384, 1190]
flower-icon: ✿ bbox=[503, 469, 537, 515]
weather-cell-place: ପୁରୀ bbox=[905, 1917, 963, 1931]
weather-row bbox=[905, 2052, 1104, 2066]
weather-table bbox=[904, 1812, 1104, 2174]
story3-body: ଫୋନ୍‌ରେ ବାରମ୍ବାର ଜଣେ ମହିଳାଙ୍କୁ ଅଶ୍ଳୀଳ କଥା କହି ହଇରାଣ କରୁଥିବା ଜଣେ ଯୁବକଙ୍କୁ ଗ୍ରାମବାସୀ ଧରି ବାଇକ୍‌ରେ ବାନ୍ଧି ପ୍ରାୟ ୧ କି.ମି. ଚଲାଇଥିବା ଘଟଣା ଘଟିଛି। ମହିଳାଙ୍କ ପରିବାର ଲୋକେ ଯୁବକଙ୍କୁ ଫୋନ୍ କରି ଡାକିଥିଲେ। ସେ ପହଞ୍ଚିବା ପରେ ତାକୁ ଧରି ମାଡ଼ ମାରିଥିଲେ। ପରେ ବାଇକ୍ ପଛରେ ବାନ୍ଧି ରାସ୍ତାରେ ଟାଣି ନେଇଥିଲେ। ଖବର ପାଇ ପୋଲିସ ଘଟଣାସ୍ଥଳରେ ପହଞ୍ଚି ଯୁବକଙ୍କୁ ଉଦ୍ଧାର କରି ହସ୍ପିଟାଲରେ ଭର୍ତ୍ତି କରିଛି। ଉଭୟ ପକ୍ଷରୁ ଥାନାରେ ଅଭିଯୋଗ ହୋଇଛି ଏବଂ ପୋଲିସ ତଦନ୍ତ ଆରମ୍ଭ କରିଛି। ଏହି ଘଟଣାରେ ସମ୍ପୃକ୍ତ କେତେଜଣଙ୍କୁ ପୋଲିସ ଜିଜ୍ଞାସାବାଦ କରୁଛି। ଆଇନକୁ ହାତକୁ ନେବା ଅପରାଧ ବୋଲି ପୋଲିସ କହିଛି। ଏଣୁ ଦୋଷୀଙ୍କ ବିରୋଧରେ କାର୍ଯ୍ୟାନୁଷ୍ଠାନ ନିଆଯିବ ବୋଲି ଜଣାପଡ଼ିଛି। bbox=[596, 1368, 766, 1692]
birthday-nickname: (ମିଠି) bbox=[507, 1075, 538, 1090]
jagamali-title: ଜଗମାଳି bbox=[857, 817, 997, 868]
purchase-heading: PURCHASE bbox=[255, 577, 347, 595]
footer-gray-swatch bbox=[120, 2212, 146, 2228]
rashi-text: ଅଷ୍ଟମ ଚନ୍ଦ୍ର ହେତୁ ଏମିତି କିଛି କାମ କରନ୍ତୁ ନାହିଁ, ଯାହାଦ୍ୱାରା ଆପଣଙ୍କୁ ପରେ ପସ୍ତାଇବାକୁ ପଡ଼ିବ। କାର୍ଯ୍ୟକ୍ଷେତ୍ରରେ ଅସୁବିଧା ଦେଖାଦେଇପାରେ। ବିରୋଧୀଙ୍କଠାରୁ ସତର୍କ ରହନ୍ତୁ। ବ୍ୟବସାୟରେ ସାମାନ୍ୟ ଲାଭ ହେବ। bbox=[1204, 385, 1454, 458]
weather-cell-min: ୨୧.୦ bbox=[1030, 2160, 1104, 2174]
zodiac-icon: ♏ bbox=[1130, 1344, 1176, 1390]
birthday-code: ଧ-୧୭୪ bbox=[550, 647, 573, 656]
weather-col-max: ସର୍ବୋଚ୍ଚ ତାପମାତ୍ରା bbox=[962, 1813, 1030, 1837]
continued-tag: (ପ୍ରଥମ ପୃଷ୍ଠାରୁ) bbox=[596, 600, 730, 646]
footer-color-dots bbox=[740, 2214, 806, 2226]
memorial-body: ମହାଦେଇପୁର, କିଶୋର ନଗର, ଅନୁଗୋଳ। ଆବିର୍ଭାବ: ୦୪।୦୬।୧୯୩୯ ତିରୋଧାନ: ୨୩।୦୮।୨୦୧୭ ଆପଣଙ୍କ ଆତ୍ମାର ସଦ୍‌ଗତି କାମନା କରି ଶ୍ରୀ ଜଗନ୍ନାଥଙ୍କ ନିକଟରେ ପ୍ରାର୍ଥନା। ପୁତ୍ର, ପୁତ୍ରବଧୂ, ଝିଅ, ଜ୍ୱାଇଁ, ନାତି-ନାତୁଣୀ ଓ ଆତ୍ମୀୟସ୍ୱଜନ। bbox=[223, 1954, 393, 2028]
to-let-sign-icon bbox=[241, 790, 361, 890]
coupon-photo-1 bbox=[316, 145, 376, 219]
rashi-divider-dot bbox=[1280, 1131, 1290, 1141]
weather-cell-place: କୋରାପୁଟ bbox=[905, 2025, 963, 2039]
weather-cell-max: ୩୩.୪ bbox=[962, 1890, 1030, 1904]
mane-padanti-banner: 🪔 ମନେ ପଡ଼ନ୍ତି 🪔 bbox=[220, 1690, 580, 1742]
section-title: ରାଜ୍ୟ bbox=[1255, 42, 1357, 93]
weather-cell-max: ୩୩.୩ bbox=[962, 1971, 1030, 1985]
weather-row bbox=[905, 1850, 1104, 1864]
jagamali-box bbox=[772, 808, 1110, 1208]
color-bar: C M Y K bbox=[1475, 1040, 1487, 1092]
birthday-coupon-title: ଜନ୍ମଦିନର ଶୁଭେଚ୍ଛା bbox=[47, 147, 215, 178]
registration-mark bbox=[6, 40, 34, 68]
category-label-to-let: to-let bbox=[267, 888, 335, 915]
rashi-text: ଦେଖାଯିବ ପ୍ରତିଭାସି ଆଜୁଡ଼ା କାଜିକି ଜଣେ ଜଣେ ଲାଭର ସୂଚନା ମିଳିବ। ସନ୍ତାନଙ୍କ ସଫଳତାରେ ଗର୍ବ ଅନୁଭବ କରିବେ। ଶିକ୍ଷା ଓ ପ୍ରତିଯୋଗିତା ପରୀକ୍ଷାରେ ଭଲ ଫଳ ମିଳିବ। ପ୍ରେମ ସମ୍ପର୍କରେ ମଧୁରତା ଆସିବ। bbox=[1204, 841, 1454, 899]
rashi-text: ବିବାଦୀୟ ପରିସ୍ଥିତିରେ ବିଚାରି ଦେଖନ୍ତୁ ଆୟ ବୃଦ୍ଧି ପାଇବ। ଇଚ୍ଛା ପୂରଣ ହେବ। ବଡ଼ ଭାଇ ଭଉଣୀଙ୍କ ସହଯୋଗ ମିଳିବ। ସାମାଜିକ ପ୍ରତିଷ୍ଠା ବୃଦ୍ଧି ପାଇବ। ବନ୍ଧୁମାନଙ୍କ ସହ ଭଲ ସମୟ ବିତିବ। bbox=[1204, 1753, 1454, 1811]
rashi-name: କୁମ୍ଭ bbox=[1120, 1772, 1170, 1792]
coupon-photo-1-caption: ଆଶିଷ ପରିବାରବର୍ଗ bbox=[316, 223, 376, 232]
classified-ad: Commercial / Coaching 2200 sqft Rs. 50,000/- Main Road Patia Bhubaneswar Contact: 9338584090. D-57969 bbox=[218, 950, 384, 1022]
lamp-icon: 🪔 bbox=[230, 1701, 263, 1731]
rashi-text: ଆଜି ଦିନଟିର ଗ୍ରହସ୍ଥିତି ପ୍ରତ୍ୟେକ ଦିଗ ସକାଳେ ବହୁତ ଅନୁକୂଳ। କାର୍ଯ୍ୟକ୍ଷେତ୍ରରେ ପଦୋନ୍ନତି ମିଳିପାରେ। ପିତାଙ୍କ ଆଶୀର୍ବାଦ ମିଳିବ। ସରକାରୀ କାମରେ ସଫଳତା ମିଳିବ। ମାନ ସମ୍ମାନ ବୃଦ୍ଧି ପାଇବ। bbox=[1204, 1905, 1454, 1963]
rashi-name: କନ୍ୟା bbox=[1120, 1012, 1172, 1032]
jagamali-signature: ଓଡ଼ିଶା ଗବେଷକ ଓ ଲୋକଗୀତ ସଂଗ୍ରହକ ଗୁରୁ bbox=[948, 1002, 1103, 1012]
weather-cell-place: ଭୁବନେଶ୍ୱର bbox=[905, 1890, 963, 1904]
weather-cell-min: ୨୫.୭ bbox=[1030, 2039, 1104, 2053]
rashi-divider-dot bbox=[1280, 827, 1290, 837]
classified-ad: Ready to move 1BHK/ 2BHK flats at Raghunathpur, Patia, Bhubaneswar feul flats available. Call: 8908862667, 9437082547, 9937003507. D-58461 bbox=[40, 1724, 198, 1844]
weather-summary: ରାଜ୍ୟ-ଆସନ୍ତା ୨୪ ଘଣ୍ଟା ମଧ୍ୟରେ ରାଜ୍ୟର କୋଟିଏ କିଛି ଜିଲ୍ଲାରେ ବର୍ଷା ହେବାର ସମ୍ଭାବନା ରହିଛି। ବର୍ଷା ସହିତ ବିଜୁଳି ଚମକିବା ଓ ଘଡ଼ଘଡ଼ି ହେବାର ସମ୍ଭାବନା ରହିଛି। ଉପକୂଳ ଜିଲ୍ଲା ମାନଙ୍କରେ ଆକାଶ ମେଘୁଆ ରହିବ। ତାପମାତ୍ରାରେ ବିଶେଷ ପରିବର୍ତ୍ତନ ହେବ ନାହିଁ। ଭୁବନେଶ୍ୱରରେ ସର୍ବୋଚ୍ଚ ତାପମାତ୍ରା ୩୩ ଡିଗ୍ରୀ ଏବଂ ସର୍ବନିମ୍ନ ୨୫ ଡିଗ୍ରୀ ରହିବ। bbox=[770, 1813, 898, 1999]
coupon-photo-2 bbox=[401, 145, 463, 219]
classified-ad: Yellowzone gharabari plots available at Pahala, Bhubaneswar, 300 mtrs from NH-5 with boundarywall, electricity & loan facilities. Contact: 9437072176, 9437046924. D-957 bbox=[40, 1491, 198, 1611]
story4-headline: ଯୁବକଙ୍କ କ୍ଷତାକ୍ତ ମୃତଦେହ ଉଦ୍ଧାର bbox=[231, 1371, 575, 1399]
color-bar: C M Y K bbox=[1475, 2110, 1487, 2162]
page-number: ୪ bbox=[1385, 40, 1433, 100]
memorial-ad bbox=[218, 1752, 398, 2200]
flower-icon: ✿ bbox=[509, 708, 546, 759]
satellite-image bbox=[770, 1260, 1125, 1725]
weather-row bbox=[905, 2012, 1104, 2026]
classified-ad: Herbal body massage, relax. joint pain treatment. 9114225221, 9437453813. D-58319 bbox=[218, 1288, 384, 1345]
